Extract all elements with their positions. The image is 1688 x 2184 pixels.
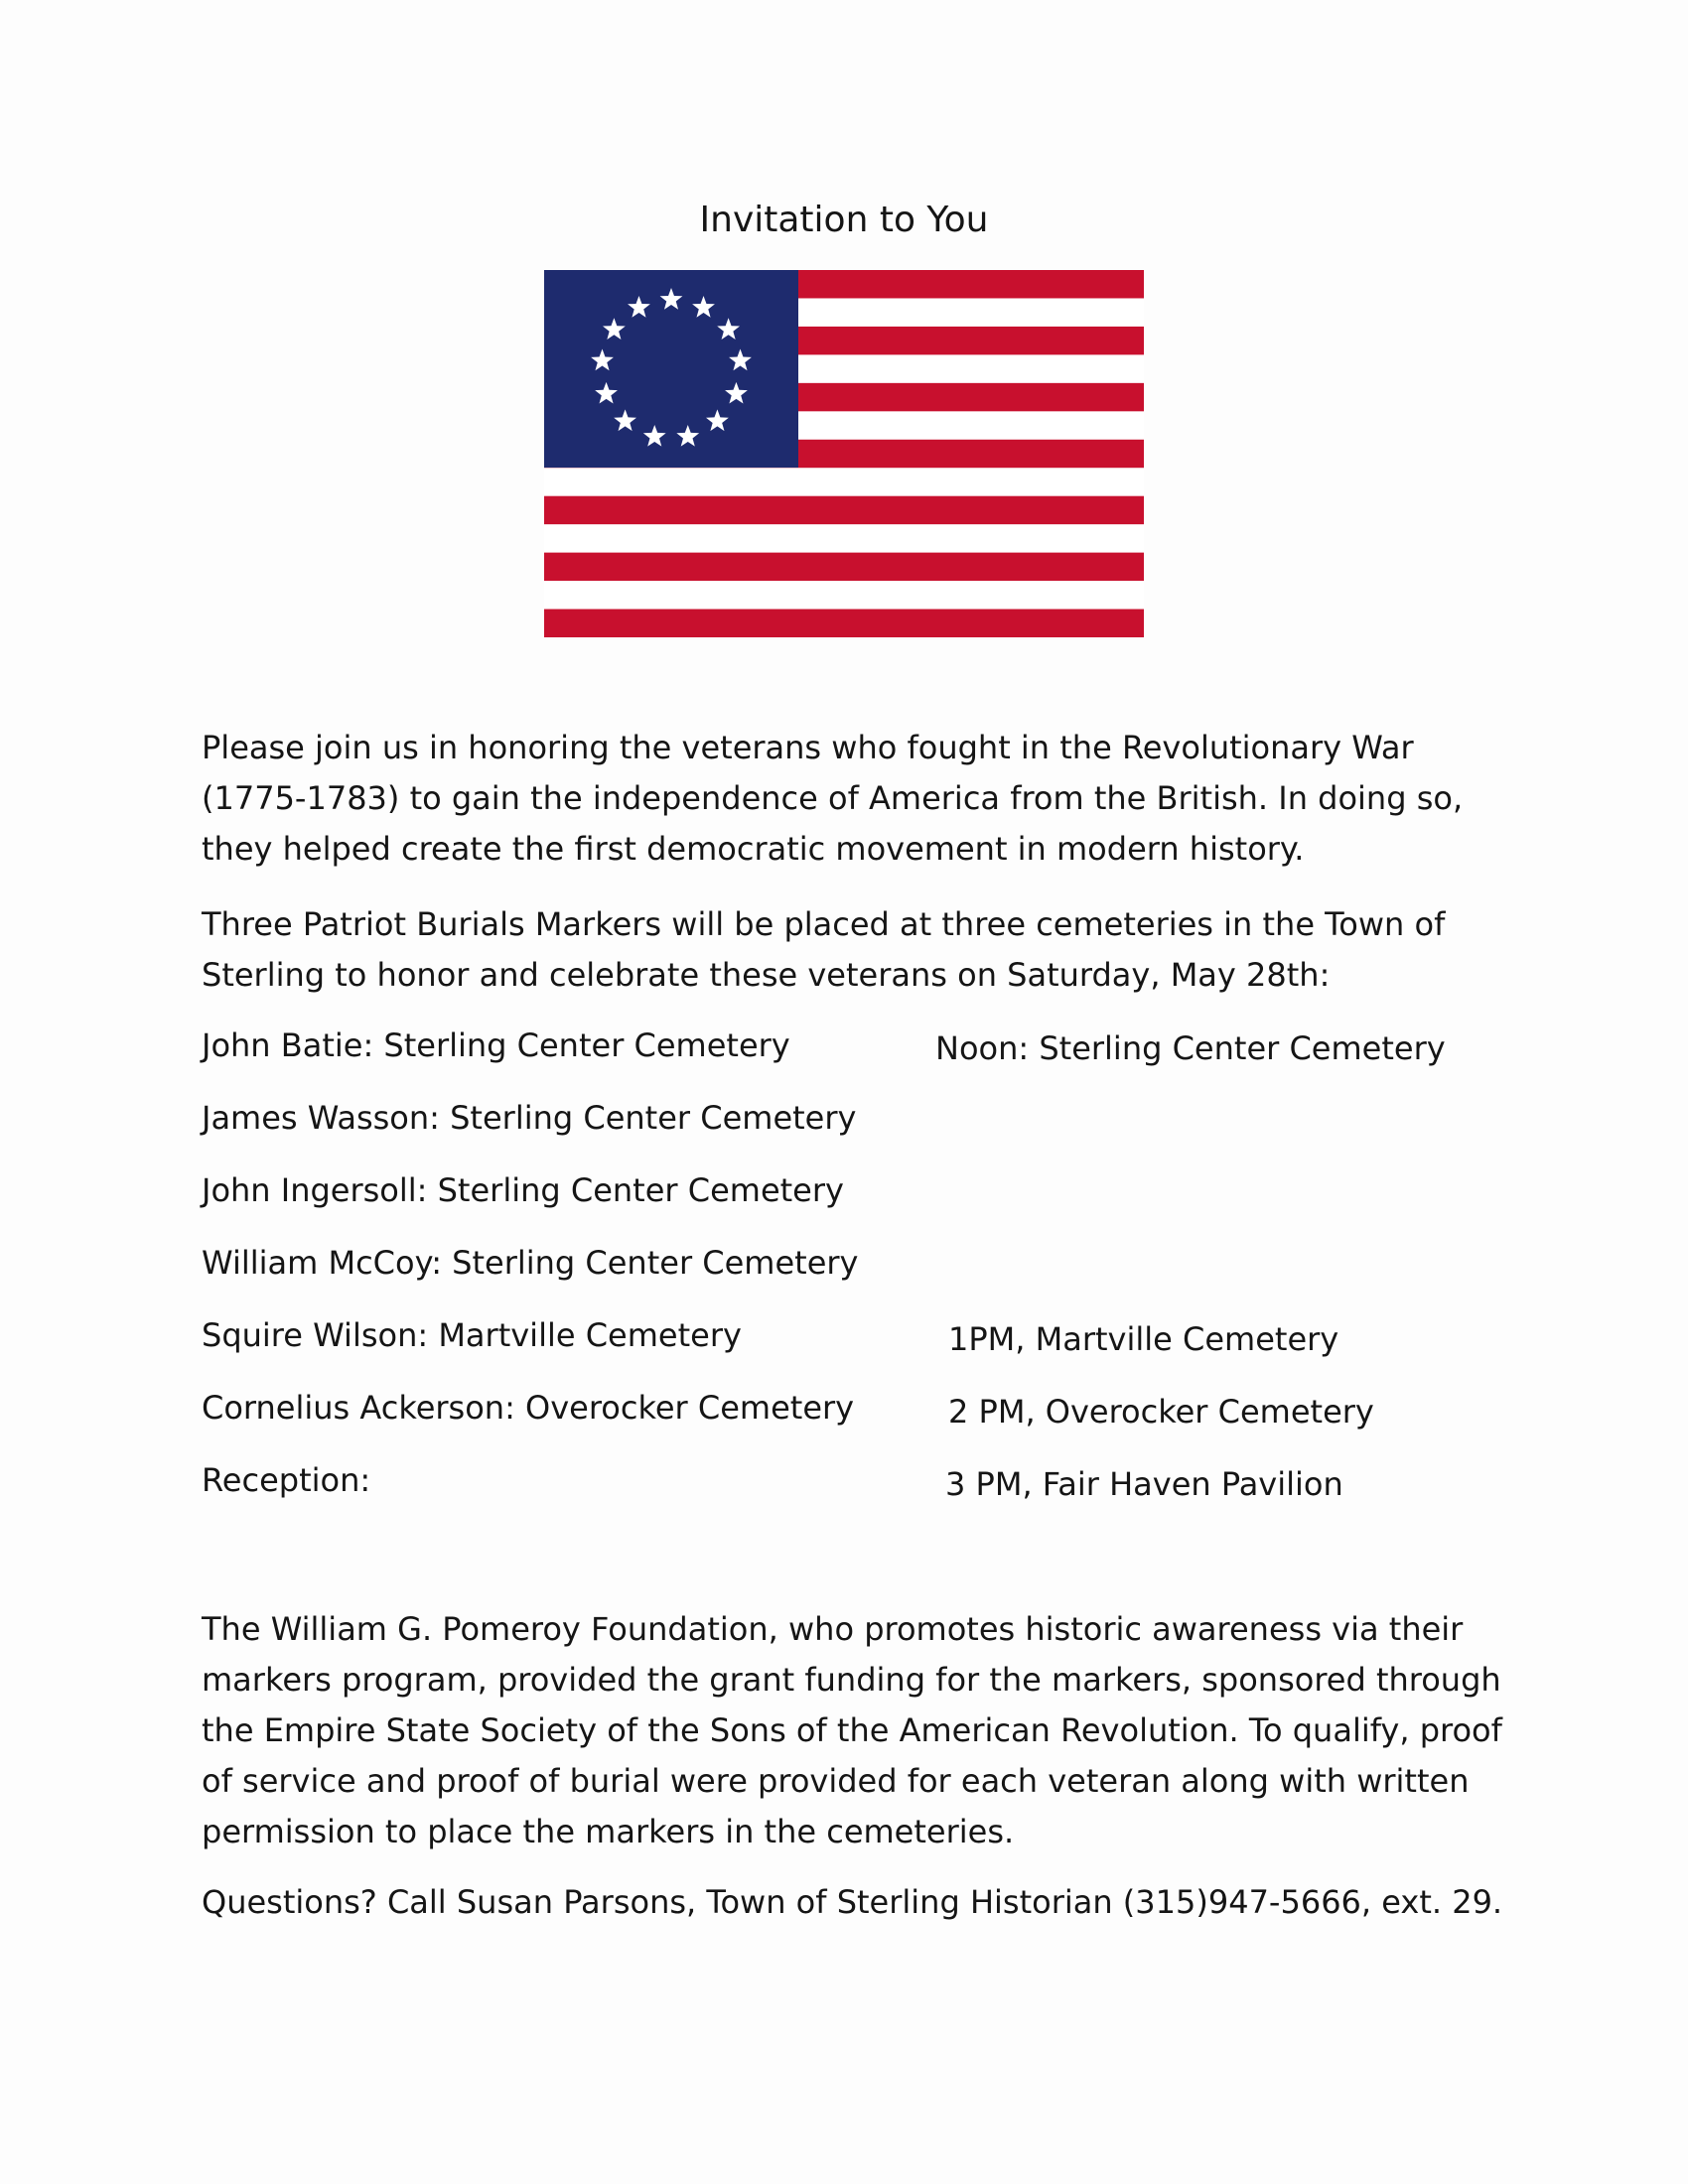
flag-stripe: [544, 610, 1144, 637]
announcement-paragraph: Three Patriot Burials Markers will be placed at three cemeteries in the Town of Sterling to honor and celebrate these veterans on Saturday, May 28th:: [202, 905, 1446, 994]
questions-contact: Questions? Call Susan Parsons, Town of Sterling Historian (315)947-5666, ext. 29.: [202, 1883, 1503, 1921]
betsy-ross-flag-image: [544, 270, 1144, 637]
flag-stripe: [544, 468, 1144, 496]
schedule-time: 1PM, Martville Cemetery: [948, 1320, 1339, 1358]
intro-paragraph: Please join us in honoring the veterans who fought in the Revolutionary War (1775-1783) to gain the independence of America from the British. In doing so, they helped create the first democratic movement in modern history.: [202, 729, 1464, 868]
schedule-veteran: James Wasson: Sterling Center Cemetery: [202, 1099, 857, 1137]
schedule-veteran: John Ingersoll: Sterling Center Cemetery: [202, 1171, 844, 1209]
flag-stripe: [544, 496, 1144, 525]
flag-stripe: [544, 524, 1144, 553]
flag-stripe: [544, 581, 1144, 610]
schedule-time: 3 PM, Fair Haven Pavilion: [945, 1465, 1343, 1503]
schedule-veteran: Squire Wilson: Martville Cemetery: [202, 1316, 742, 1354]
schedule-time: Noon: Sterling Center Cemetery: [935, 1029, 1446, 1067]
foundation-paragraph: The William G. Pomeroy Foundation, who promotes historic awareness via their markers program, provided the grant funding for the markers, sponsored through the Empire State Society of the Sons of the American Revolution. To qualify, proof of service and proof of burial were provided for each veteran along with written permission to place the markers in the cemeteries.: [202, 1610, 1502, 1850]
schedule-veteran: John Batie: Sterling Center Cemetery: [202, 1026, 790, 1064]
schedule-veteran: Cornelius Ackerson: Overocker Cemetery: [202, 1389, 855, 1427]
schedule-veteran: William McCoy: Sterling Center Cemetery: [202, 1244, 859, 1282]
schedule-veteran: Reception:: [202, 1461, 371, 1499]
schedule-time: 2 PM, Overocker Cemetery: [948, 1393, 1374, 1431]
flag-stripe: [544, 553, 1144, 582]
page-title: Invitation to You: [699, 200, 989, 240]
